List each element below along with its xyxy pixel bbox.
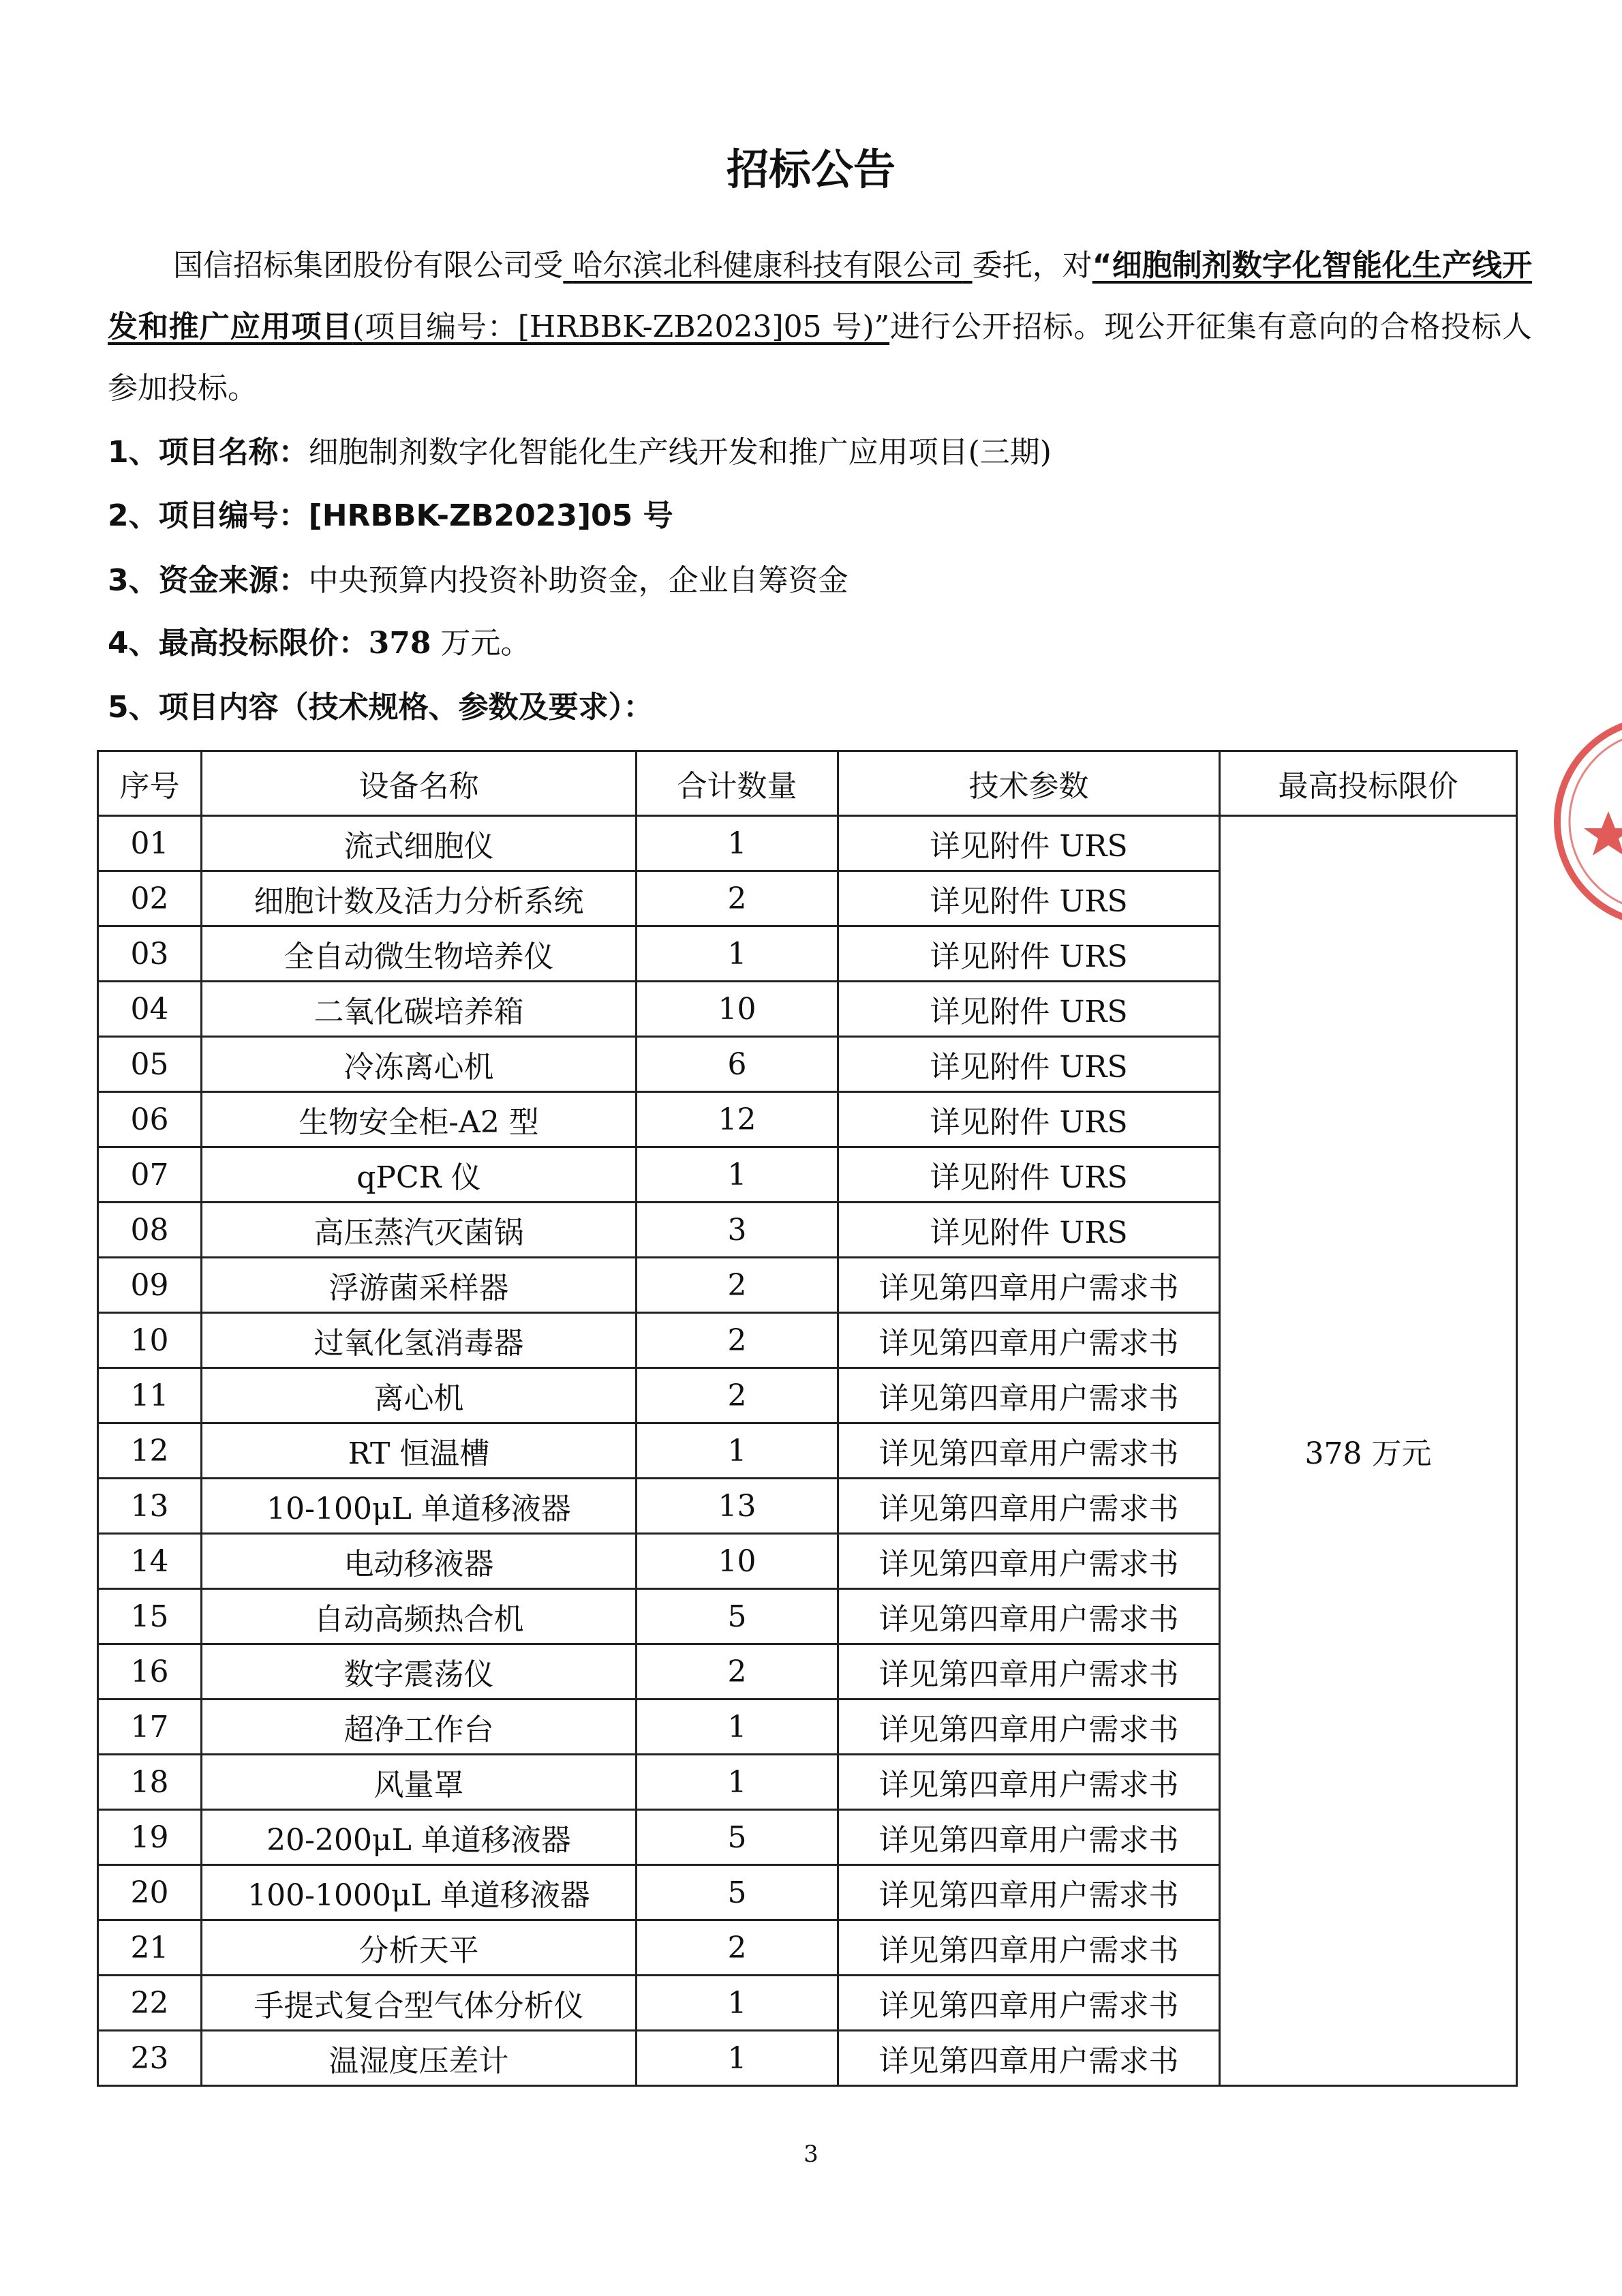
cell-no: 17 <box>98 1700 202 1755</box>
cell-no: 21 <box>98 1920 202 1976</box>
cell-name: 20-200μL 单道移液器 <box>202 1810 637 1865</box>
cell-name: 生物安全柜-A2 型 <box>202 1092 637 1147</box>
cell-qty: 2 <box>637 1644 838 1700</box>
table-body <box>98 816 1517 2086</box>
cell-spec: 详见第四章用户需求书 <box>838 2031 1220 2086</box>
cell-spec: 详见第四章用户需求书 <box>838 1755 1220 1810</box>
cell-qty: 2 <box>637 1920 838 1976</box>
cell-spec: 详见第四章用户需求书 <box>838 1313 1220 1368</box>
header-no: 序号 <box>98 751 202 816</box>
cell-spec: 详见第四章用户需求书 <box>838 1865 1220 1920</box>
item-value: 细胞制剂数字化智能化生产线开发和推广应用项目(三期) <box>308 435 1052 470</box>
cell-qty: 10 <box>637 982 838 1037</box>
cell-spec: 详见第四章用户需求书 <box>838 1423 1220 1479</box>
cell-spec: 详见附件 URS <box>838 1037 1220 1092</box>
item-project-code <box>108 496 1532 537</box>
item-label: 4、最高投标限价： <box>108 626 369 661</box>
page-number: 3 <box>804 2141 818 2168</box>
cell-no: 20 <box>98 1865 202 1920</box>
cell-spec: 详见第四章用户需求书 <box>838 1368 1220 1423</box>
cell-name: 细胞计数及活力分析系统 <box>202 871 637 926</box>
cell-qty: 13 <box>637 1479 838 1534</box>
item-value: 中央预算内投资补助资金，企业自筹资金 <box>308 563 848 598</box>
cell-qty: 12 <box>637 1092 838 1147</box>
cell-name: 10-100μL 单道移液器 <box>202 1479 637 1534</box>
item-label: 1、项目名称： <box>108 435 309 470</box>
cell-name: RT 恒温槽 <box>202 1423 637 1479</box>
cell-name: 浮游菌采样器 <box>202 1258 637 1313</box>
cell-name: 超净工作台 <box>202 1700 637 1755</box>
intro-project-code: (项目编号：[HRBBK-ZB2023]05 号)” <box>352 309 890 344</box>
cell-spec: 详见第四章用户需求书 <box>838 1479 1220 1534</box>
cell-name: 全自动微生物培养仪 <box>202 926 637 982</box>
header-name: 设备名称 <box>202 751 637 816</box>
cell-spec: 详见第四章用户需求书 <box>838 1589 1220 1644</box>
item-label: 5、项目内容（技术规格、参数及要求）： <box>108 690 654 725</box>
cell-qty: 2 <box>637 871 838 926</box>
cell-qty: 1 <box>637 2031 838 2086</box>
table-header-row <box>98 751 1517 816</box>
cell-no: 09 <box>98 1258 202 1313</box>
cell-qty: 1 <box>637 1755 838 1810</box>
cell-no: 02 <box>98 871 202 926</box>
cell-spec: 详见第四章用户需求书 <box>838 1258 1220 1313</box>
cell-no: 01 <box>98 816 202 871</box>
cell-no: 19 <box>98 1810 202 1865</box>
cell-qty: 1 <box>637 1423 838 1479</box>
intro-client: 哈尔滨北科健康科技有限公司 <box>572 248 963 283</box>
item-value: [HRBBK-ZB2023]05 号 <box>308 498 673 533</box>
cell-no: 11 <box>98 1368 202 1423</box>
cell-max-price: 378 万元 <box>1220 816 1517 2086</box>
item-project-content <box>108 687 1532 728</box>
item-funding-source <box>108 560 1532 601</box>
cell-qty: 1 <box>637 816 838 871</box>
cell-qty: 5 <box>637 1865 838 1920</box>
cell-no: 06 <box>98 1092 202 1147</box>
cell-no: 15 <box>98 1589 202 1644</box>
header-qty: 合计数量 <box>637 751 838 816</box>
cell-name: 温湿度压差计 <box>202 2031 637 2086</box>
cell-spec: 详见第四章用户需求书 <box>838 1810 1220 1865</box>
cell-qty: 2 <box>637 1368 838 1423</box>
cell-spec: 详见第四章用户需求书 <box>838 1920 1220 1976</box>
cell-qty: 1 <box>637 1700 838 1755</box>
item-label: 3、资金来源： <box>108 563 309 598</box>
cell-spec: 详见附件 URS <box>838 982 1220 1037</box>
equipment-table <box>97 750 1518 2087</box>
item-value-unit: 万元。 <box>431 626 531 661</box>
cell-no: 12 <box>98 1423 202 1479</box>
cell-no: 16 <box>98 1644 202 1700</box>
cell-qty: 5 <box>637 1810 838 1865</box>
cell-no: 13 <box>98 1479 202 1534</box>
item-project-name <box>108 432 1532 473</box>
cell-spec: 详见第四章用户需求书 <box>838 1700 1220 1755</box>
cell-no: 07 <box>98 1147 202 1203</box>
cell-spec: 详见附件 URS <box>838 926 1220 982</box>
cell-name: 手提式复合型气体分析仪 <box>202 1976 637 2031</box>
cell-no: 22 <box>98 1976 202 2031</box>
table-row <box>98 816 1517 871</box>
cell-qty: 5 <box>637 1589 838 1644</box>
intro-tail: 进行公开招标。现公开征集有意向的合格投标人参加投标。 <box>108 309 1533 406</box>
header-price: 最高投标限价 <box>1220 751 1517 816</box>
cell-spec: 详见附件 URS <box>838 1147 1220 1203</box>
cell-no: 10 <box>98 1313 202 1368</box>
intro-agency: 国信招标集团股份有限公司受 <box>173 248 564 283</box>
cell-spec: 详见第四章用户需求书 <box>838 1976 1220 2031</box>
page-title: 招标公告 <box>726 145 896 194</box>
header-spec: 技术参数 <box>838 751 1220 816</box>
cell-spec: 详见附件 URS <box>838 871 1220 926</box>
cell-name: 冷冻离心机 <box>202 1037 637 1092</box>
cell-name: 分析天平 <box>202 1920 637 1976</box>
cell-spec: 详见第四章用户需求书 <box>838 1644 1220 1700</box>
cell-name: 100-1000μL 单道移液器 <box>202 1865 637 1920</box>
cell-name: 二氧化碳培养箱 <box>202 982 637 1037</box>
intro-entrust: 委托，对 <box>972 248 1092 283</box>
cell-no: 04 <box>98 982 202 1037</box>
cell-spec: 详见附件 URS <box>838 1203 1220 1258</box>
cell-name: 数字震荡仪 <box>202 1644 637 1700</box>
cell-name: qPCR 仪 <box>202 1147 637 1203</box>
cell-qty: 1 <box>637 1147 838 1203</box>
cell-spec: 详见附件 URS <box>838 1092 1220 1147</box>
cell-qty: 3 <box>637 1203 838 1258</box>
cell-qty: 2 <box>637 1258 838 1313</box>
cell-name: 电动移液器 <box>202 1534 637 1589</box>
cell-name: 高压蒸汽灭菌锅 <box>202 1203 637 1258</box>
item-label: 2、项目编号： <box>108 498 309 533</box>
cell-no: 05 <box>98 1037 202 1092</box>
intro-project-name: “细胞制剂数字化智能化生产线开发和推广应用项目 <box>108 248 1533 344</box>
cell-name: 离心机 <box>202 1368 637 1423</box>
cell-no: 18 <box>98 1755 202 1810</box>
cell-qty: 1 <box>637 926 838 982</box>
cell-qty: 1 <box>637 1976 838 2031</box>
cell-no: 03 <box>98 926 202 982</box>
cell-qty: 6 <box>637 1037 838 1092</box>
cell-no: 08 <box>98 1203 202 1258</box>
cell-name: 自动高频热合机 <box>202 1589 637 1644</box>
cell-qty: 10 <box>637 1534 838 1589</box>
cell-spec: 详见附件 URS <box>838 816 1220 871</box>
item-value-number: 378 <box>368 626 431 661</box>
red-seal-stamp-icon <box>1547 709 1622 934</box>
intro-paragraph <box>108 235 1532 419</box>
item-max-bid-price <box>108 623 1532 664</box>
cell-no: 23 <box>98 2031 202 2086</box>
cell-spec: 详见第四章用户需求书 <box>838 1534 1220 1589</box>
cell-name: 过氧化氢消毒器 <box>202 1313 637 1368</box>
cell-qty: 2 <box>637 1313 838 1368</box>
cell-name: 流式细胞仪 <box>202 816 637 871</box>
cell-no: 14 <box>98 1534 202 1589</box>
cell-name: 风量罩 <box>202 1755 637 1810</box>
